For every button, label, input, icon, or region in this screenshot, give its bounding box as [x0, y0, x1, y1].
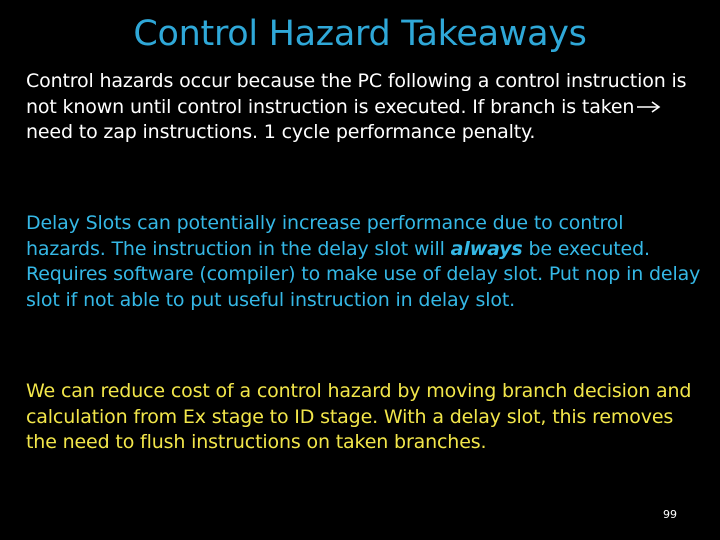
paragraph-control-hazards-text-1: Control hazards occur because the PC following a control instruction is not known until control instruction is executed. If branch is taken — [26, 70, 687, 118]
paragraph-delay-slots-text-2: be executed. Requires software (compiler) to make use of delay slot. Put nop in delay slot if not able to put useful instruction in delay slot. — [26, 237, 701, 311]
paragraph-reduce-cost: We can reduce cost of a control hazard by moving branch decision and calculation from Ex stage to ID stage. With a delay slot, this removes the need to flush instructions on taken branches. — [26, 380, 692, 453]
slide-title: Control Hazard Takeaways — [133, 14, 587, 54]
paragraph-control-hazards — [26, 69, 706, 146]
paragraph-control-hazards-text-2: need to zap instructions. 1 cycle performance penalty. — [26, 121, 536, 143]
paragraph-delay-slots — [26, 211, 706, 313]
right-arrow-icon — [636, 100, 662, 114]
slide-number: 99 — [663, 508, 677, 521]
emphasis-always: always — [450, 237, 523, 260]
paragraph-delay-slots-text-1: Delay Slots can potentially increase performance due to control hazards. The instruction in the delay slot will — [26, 212, 624, 260]
